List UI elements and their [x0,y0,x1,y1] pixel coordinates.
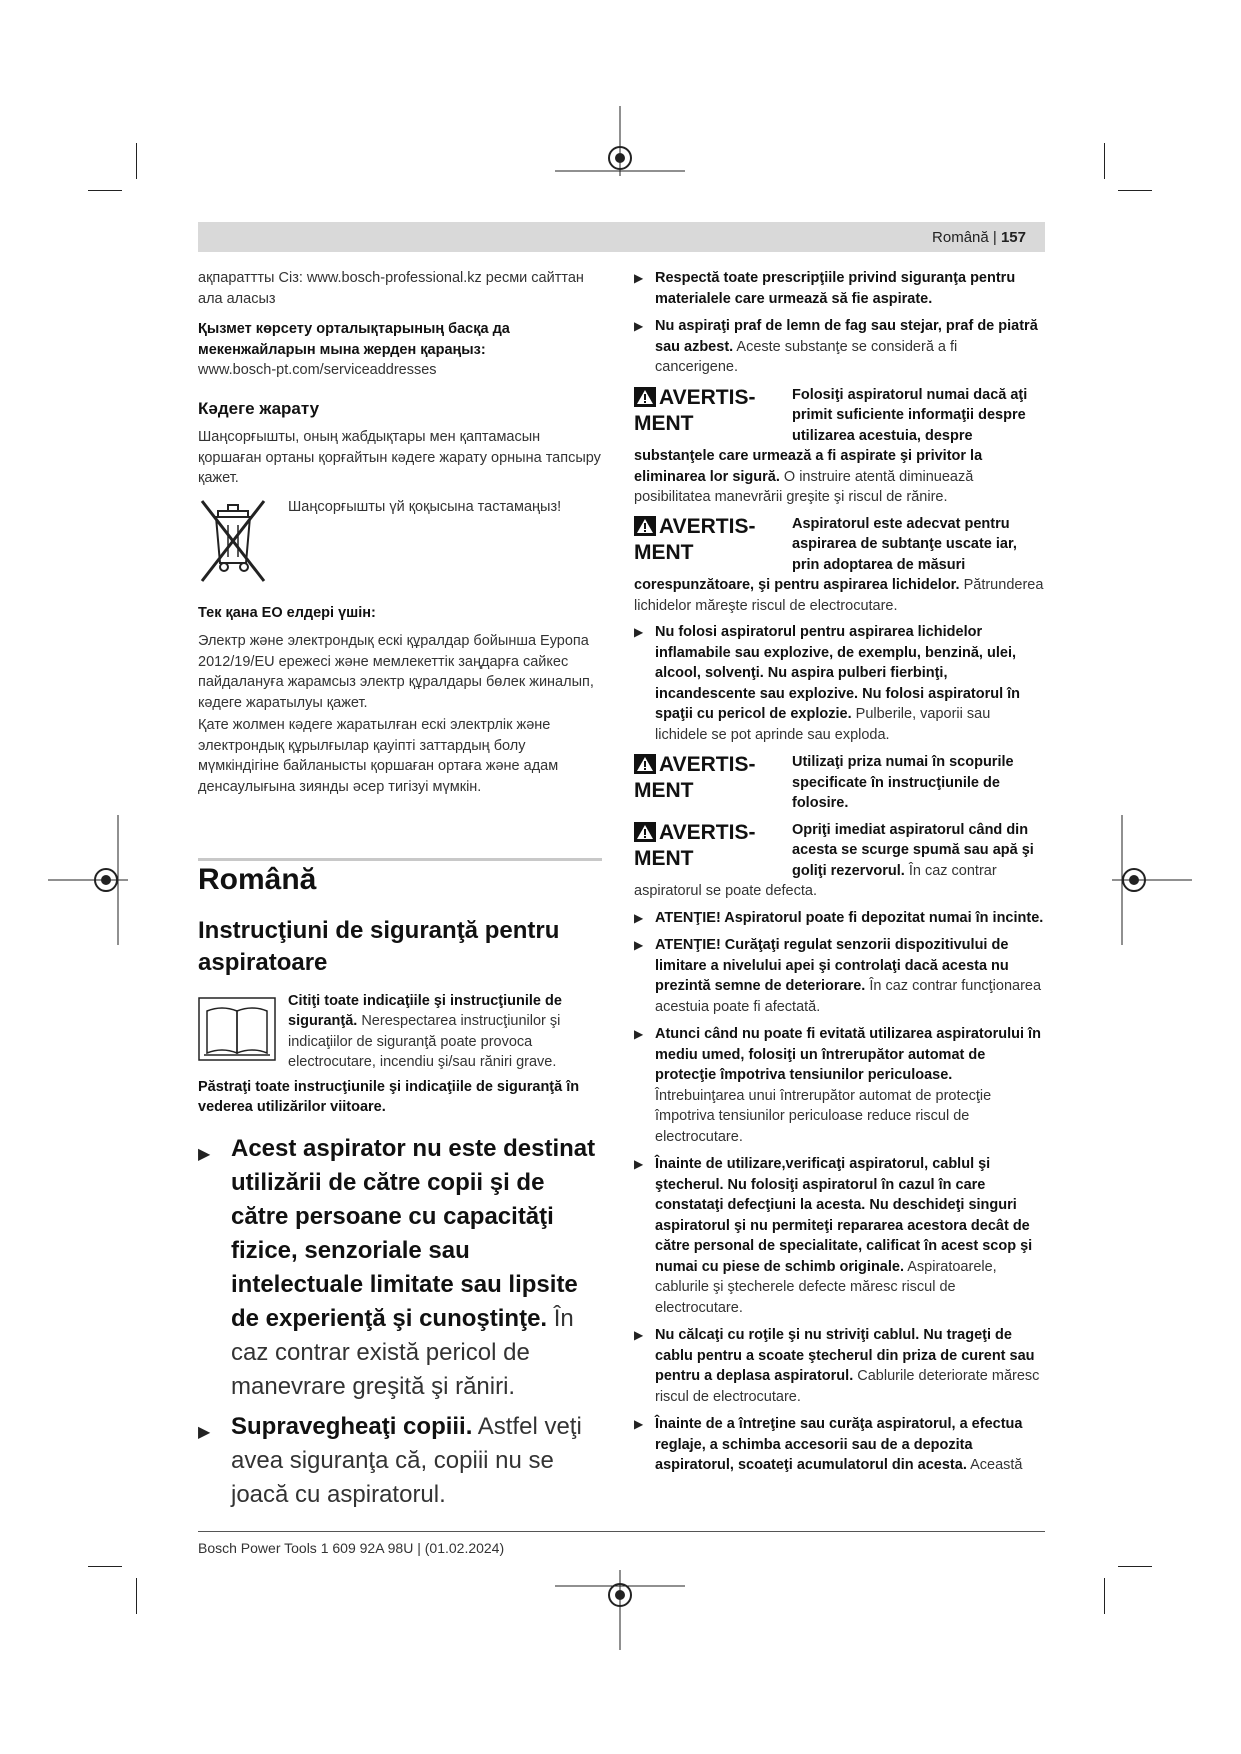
warning-label [634,752,792,804]
warning-label-text: AVERTIS-MENT [634,385,756,435]
warning-label [634,820,792,872]
b5-text: În caz contrar funcţionarea acestuia poate fi afectată. [655,978,1042,1015]
intro-text: ақпараттты Сіз: www.bosch-professional.kz ресми сайттан ала аласыз [198,270,584,307]
big-2-bold: Supravegheaţi copiii. [231,1412,473,1440]
warning-block [634,752,1044,814]
registration-mark-icon [48,815,128,945]
b9-text: Această [970,1457,1023,1473]
service-url: www.bosch-pt.com/serviceaddresses [198,362,437,378]
warning-block [634,385,1044,508]
page-number: 157 [1000,229,1026,246]
eu-text-2: Қате жолмен кәдеге жаратылған ескі электрлік және электрондық құрылғылар қауіпті заттардың болу мүмкіндігіне байланысты қоршаған ортаға және адам денсаулығына зиянды әсер тигізуі мүмкін. [198,717,559,795]
b2-text: Aceste substanţe se consideră a fi cancerigene. [655,338,958,375]
list-item [634,935,1044,1017]
list-item [634,268,1044,309]
crop-mark [1118,1566,1152,1567]
left-column [198,268,602,805]
section-divider [198,858,602,861]
list-item [634,908,1044,929]
w2-text: Pătrunderea lichidelor măreşte riscul de electrocutare. [634,577,1044,614]
crop-mark [136,1578,137,1614]
b2-bold: Nu aspiraţi praf de lemn de fag sau stejar, praf de piatră sau azbest. [655,318,1038,355]
page-header: Română | 157 [932,229,1026,246]
b5-bold: ATENŢIE! Curăţaţi regulat senzorii dispozitivului de limitare a nivelului apei şi controlaţi dacă acesta nu prezintă semne de deteriorare. [655,937,1009,994]
b6-bold: Atunci când nu poate fi evitată utilizarea aspiratorului în mediu umed, folosiţi un întrerupător automat de protecţie împotriva tensiunilor periculoase. [655,1026,1041,1083]
service-heading: Қызмет көрсету орталықтарының басқа да мекенжайларын мына жерден қараңыз: [198,321,510,358]
w4-text: În caz contrar aspiratorul se poate defecta. [634,862,997,899]
big-safety-list [198,1132,604,1512]
list-item [634,316,1044,378]
b9-bold: Înainte de a întreţine sau curăţa aspiratorul, a efectua reglaje, a schimba accesorii sau de a depozita aspiratorul, scoateţi acumulatorul din acesta. [655,1416,1023,1473]
list-item [198,1410,604,1512]
list-item [634,1414,1044,1476]
b7-bold: Înainte de utilizare,verificaţi aspiratorul, cablul şi ştecherul. Nu folosiţi aspiratorul în cazul în care constataţi defecţiuni la acesta. Nu deschideţi singuri aspiratorul şi nu permiteţi repararea acestora decât de către personal de specialitate, calificat în acest scop şi numai cu piese de schimb originale. [655,1156,1033,1275]
registration-mark-icon [555,106,685,186]
eu-text-1: Электр және электрондық ескі құралдар бойынша Еуропа 2012/19/EU ережесі және мемлекеттік заңдарға сайкес пайдалануға жарамсыз электр құралдары бөлек жиналып, кәдеге жаратылуы қажет. [198,633,594,711]
crop-mark [136,143,137,179]
safety-list-bottom [634,908,1044,1476]
big-2-text: Astfel veţi avea siguranţa că, copiii nu se joacă cu aspiratorul. [231,1412,582,1508]
disposal-warning: Шаңсорғышты үй қоқысына тастамаңыз! [288,498,562,515]
b1-bold: Respectă toate prescripţiile privind siguranţa pentru materialele care urmează să fie aspirate. [655,270,1016,307]
list-item [634,1325,1044,1407]
warning-triangle-icon [634,387,656,407]
crop-mark [1104,1578,1105,1614]
disposal-text: Шаңсорғышты, оның жабдықтары мен қаптамасын қоршаған ортаны қорғайтын кәдеге жарату орнына тапсыру қажет. [198,429,601,486]
eu-heading: Тек қана ЕО елдері үшін: [198,604,376,621]
warning-label-text: AVERTIS-MENT [634,514,756,564]
disposal-heading: Кәдеге жарату [198,398,320,418]
b3-bold: Nu folosi aspiratorul pentru aspirarea lichidelor inflamabile sau explozive, de exemplu, benzină, ulei, alcool, solvenţi. Nu aspira pulberi fierbinţi, incandescente sau explozive. Nu folosi aspiratorul în spaţii cu pericol de explozie. [655,624,1021,722]
list-item [634,622,1044,745]
safety-list-top [634,268,1044,378]
warning-label [634,385,792,437]
right-column [634,268,1044,1483]
big-1-text: În caz contrar există pericol de manevrare greşită şi răniri. [231,1304,574,1400]
header-language: Română [932,229,989,246]
safety-list-mid [634,622,1044,745]
w4-bold: Opriţi imediat aspiratorul când din acesta se scurge spumă sau apă şi goliţi rezervorul. [792,821,1034,879]
section-title: Română [198,863,317,896]
crop-mark [88,1566,122,1567]
footer-rule [198,1531,1045,1532]
warning-label [634,514,792,566]
crop-mark [1118,190,1152,191]
crop-mark [88,190,122,191]
left-column-romana [198,863,604,1518]
read-instructions-text: Nerespectarea instrucţiunilor şi indicaţiilor de siguranţă poate provoca electrocutare, incendiu şi/sau răniri grave. [288,1013,561,1070]
page-header-band [198,222,1045,252]
warning-triangle-icon [634,754,656,774]
book-icon [198,997,276,1061]
read-instructions-bold: Citiţi toate indicaţiile şi instrucţiunile de siguranţă. [288,992,562,1029]
warning-label-text: AVERTIS-MENT [634,820,756,870]
crossed-bin-icon [198,497,268,585]
list-item [634,1024,1044,1147]
b6-text: Întrebuinţarea unui întrerupător automat de protecţie împotriva tensiunilor periculoase reduce riscul de electrocutare. [655,1087,992,1145]
b8-bold: Nu călcaţi cu roţile şi nu striviţi cablul. Nu trageţi de cablu pentru a scoate ştecherul din priza de curent sau pentru a deplasa aspiratorul. [655,1327,1035,1384]
disposal-block [198,497,602,589]
page-footer: Bosch Power Tools 1 609 92A 98U | (01.02.2024) [198,1540,505,1556]
big-1-bold: Acest aspirator nu este destinat utilizării de către copii şi de către persoane cu capacităţi fizice, senzoriale sau intelectuale limitate sau lipsite de experienţă şi cunoştinţe. [231,1134,596,1332]
b8-text: Cablurile deteriorate măresc riscul de electrocutare. [655,1368,1040,1405]
list-item [634,1154,1044,1318]
b3-text: Pulberile, vaporii sau lichidele se pot aprinde sau exploda. [655,706,991,743]
warning-block [634,514,1044,617]
list-item [198,1132,604,1404]
w3-bold: Utilizaţi priza numai în scopurile specificate în instrucţiunile de folosire. [792,754,1014,811]
warning-triangle-icon [634,822,656,842]
registration-mark-icon [555,1560,685,1650]
b7-text: Aspiratoarele, cablurile şi ştecherele defecte măresc riscul de electrocutare. [655,1258,997,1316]
crop-mark [1104,143,1105,179]
warning-block [634,820,1044,902]
b4-bold: ATENŢIE! Aspiratorul poate fi depozitat numai în incinte. [655,909,1044,926]
w2-bold: Aspiratorul este adecvat pentru aspirarea de subtanţe uscate iar, prin adoptarea de măsuri corespunzătoare, şi pentru aspirarea lichidelor. [634,515,1017,593]
keep-instructions: Păstraţi toate instrucţiunile şi indicaţiile de siguranţă în vederea utilizărilor viitoare. [198,1078,580,1115]
subsection-title: Instrucţiuni de siguranţă pentru aspiratoare [198,916,560,976]
registration-mark-icon [1112,815,1192,945]
warning-triangle-icon [634,516,656,536]
warning-label-text: AVERTIS-MENT [634,753,756,802]
w1-text: O instruire atentă diminuează posibilitatea manevrării greşite şi riscul de rănire. [634,468,974,505]
read-instructions-block [198,991,604,1073]
w1-bold: Folosiţi aspiratorul numai dacă aţi primit suficiente informaţii despre utilizarea acestuia, despre substanţele care urmează a fi aspirate şi privitor la eliminarea lor sigură. [634,386,1028,485]
